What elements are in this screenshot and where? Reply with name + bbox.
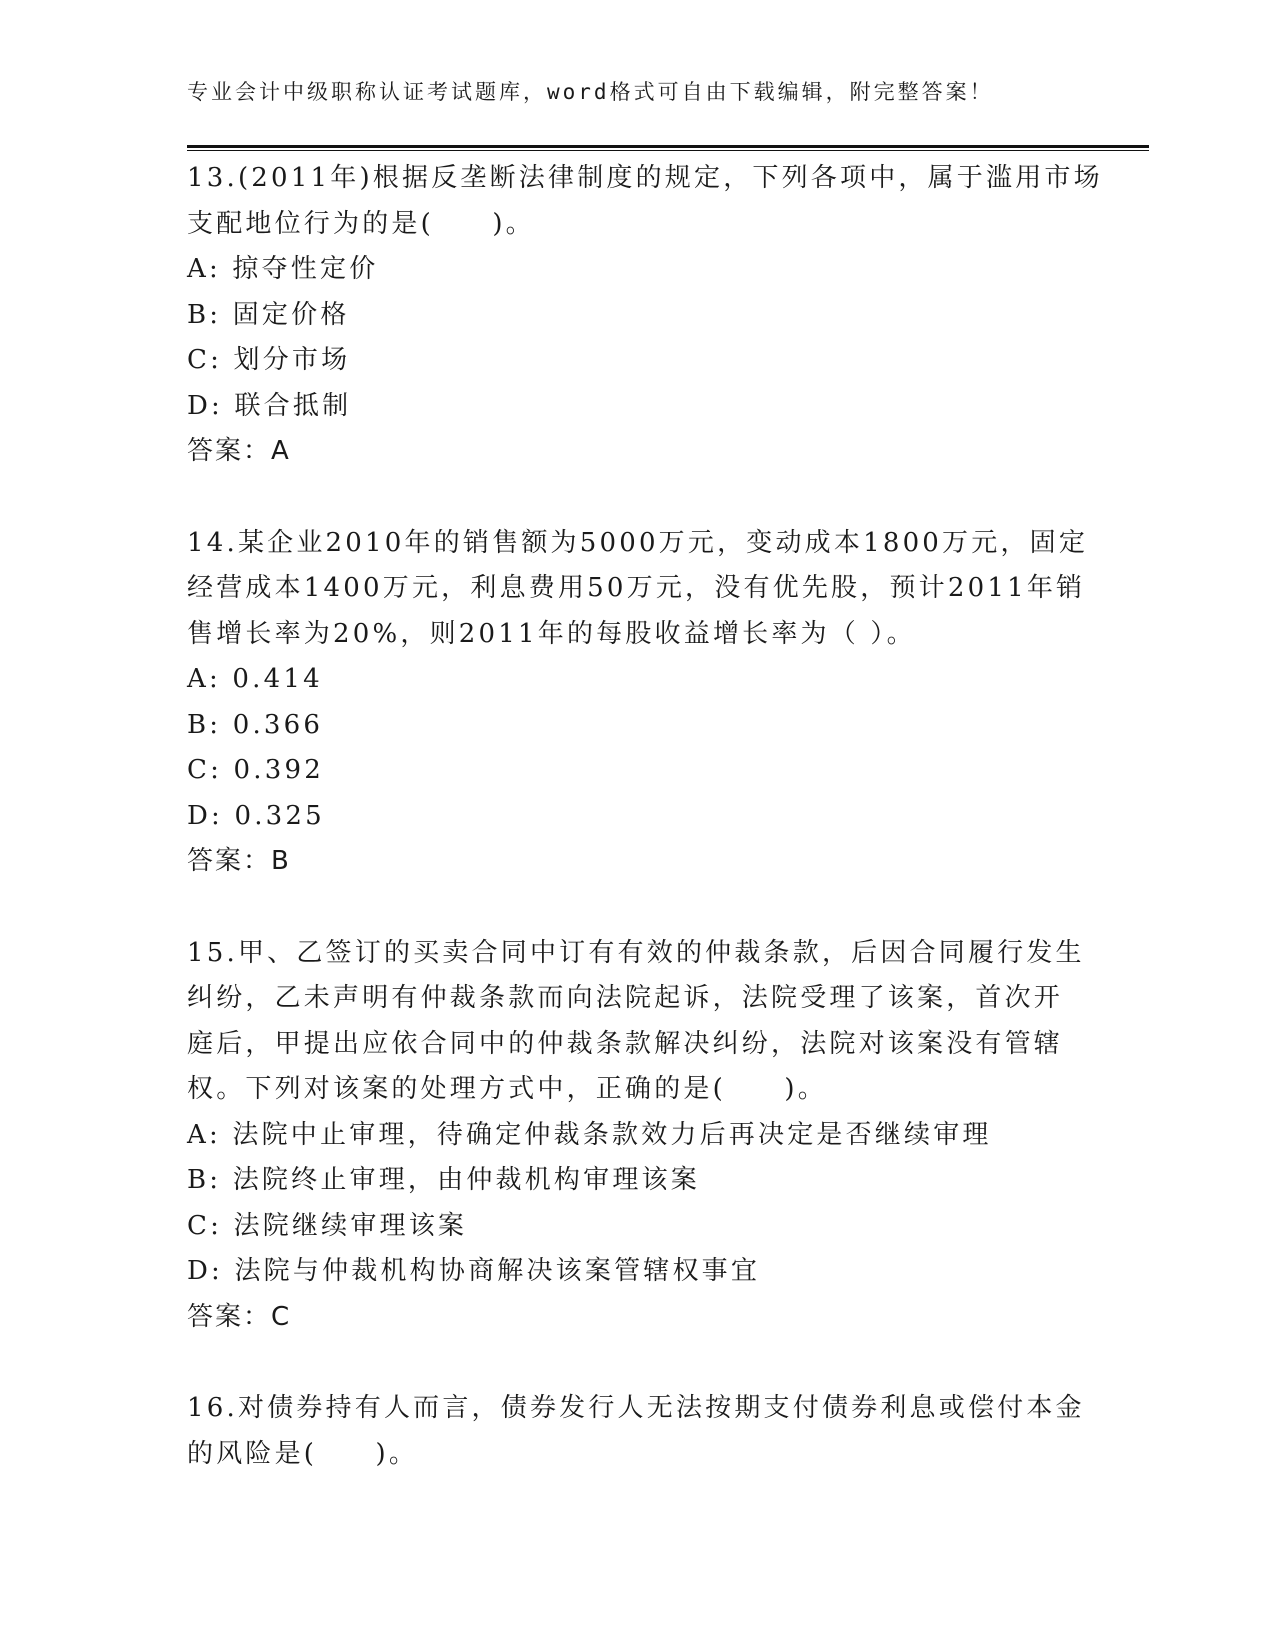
question-stem-line: 权。下列对该案的处理方式中，正确的是( )。 bbox=[187, 1074, 827, 1104]
header-rule-thin bbox=[187, 150, 1149, 151]
question-stem-line: 16.对债券持有人而言，债券发行人无法按期支付债券利息或偿付本金 bbox=[187, 1393, 1085, 1423]
option-d: D: 0.325 bbox=[187, 800, 325, 831]
question-stem-line: 15.甲、乙签订的买卖合同中订有有效的仲裁条款，后因合同履行发生 bbox=[187, 937, 1085, 968]
answer: 答案：A bbox=[187, 436, 291, 466]
option-d: D: 法院与仲裁机构协商解决该案管辖权事宜 bbox=[187, 1256, 761, 1286]
question-13 bbox=[187, 156, 1103, 475]
option-a: A: 0.414 bbox=[187, 664, 323, 694]
question-stem-line: 经营成本1400万元，利息费用50万元，没有优先股，预计2011年销 bbox=[187, 573, 1086, 603]
option-c: C: 法院继续审理该案 bbox=[187, 1210, 468, 1241]
option-b: B: 法院终止审理，由仲裁机构审理该案 bbox=[187, 1165, 700, 1195]
option-a: A: 掠夺性定价 bbox=[187, 254, 379, 284]
question-stem-line: 售增长率为20%，则2011年的每股收益增长率为（ ）。 bbox=[187, 618, 916, 649]
question-16 bbox=[187, 1386, 1087, 1477]
page-header: 专业会计中级职称认证考试题库，word格式可自由下载编辑，附完整答案！ bbox=[187, 80, 994, 104]
question-list bbox=[187, 156, 1103, 1523]
question-stem-line: 14.某企业2010年的销售额为5000万元，变动成本1800万元，固定 bbox=[187, 527, 1089, 558]
question-stem-line: 纠纷，乙未声明有仲裁条款而向法院起诉，法院受理了该案，首次开 bbox=[187, 983, 1064, 1013]
option-b: B: 0.366 bbox=[187, 709, 324, 740]
answer: 答案：B bbox=[187, 846, 291, 876]
header-rule-thick bbox=[187, 145, 1149, 148]
question-stem-line: 13.(2011年)根据反垄断法律制度的规定，下列各项中，属于滥用市场 bbox=[187, 163, 1103, 193]
question-stem-line: 支配地位行为的是( )。 bbox=[187, 208, 535, 239]
option-c: C: 0.392 bbox=[187, 755, 324, 785]
question-stem-line: 庭后，甲提出应依合同中的仲裁条款解决纠纷，法院对该案没有管辖 bbox=[187, 1028, 1064, 1059]
question-15 bbox=[187, 931, 1087, 1341]
question-14 bbox=[187, 521, 1087, 885]
option-d: D: 联合抵制 bbox=[187, 390, 352, 421]
option-c: C: 划分市场 bbox=[187, 345, 351, 375]
option-a: A: 法院中止审理，待确定仲裁条款效力后再决定是否继续审理 bbox=[187, 1119, 992, 1150]
answer: 答案：C bbox=[187, 1301, 292, 1332]
question-stem-line: 的风险是( )。 bbox=[187, 1438, 419, 1469]
option-b: B: 固定价格 bbox=[187, 299, 350, 330]
